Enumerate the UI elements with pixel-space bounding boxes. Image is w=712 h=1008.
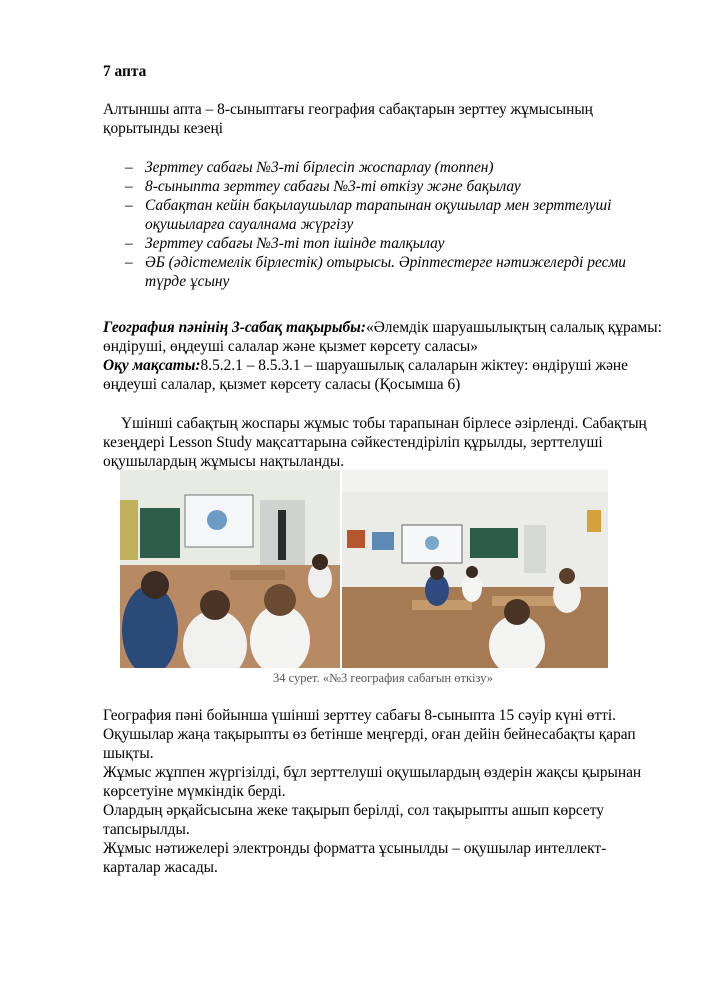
topic-label: География пәнінің 3-сабақ тақырыбы: <box>103 319 366 336</box>
classroom-photo-1 <box>120 470 340 668</box>
week-title: 7 апта <box>103 63 147 80</box>
lesson-topic-block <box>103 318 663 394</box>
topic-text: «Әлемдік шаруашылықтың салалық құрамы: өндіруші, өңдеуші салалар және қызмет көрсету саласы» <box>103 319 662 355</box>
list-item: – Зерттеу сабағы №3-ті топ ішінде талқылау <box>125 234 655 253</box>
outro-paragraph: Жұмыс жұппен жүргізілді, бұл зерттелуші оқушылардың өздерін жақсы қырынан көрсетуіне мүмкіндік берді. <box>103 764 642 800</box>
topic-paragraph <box>103 318 663 356</box>
classroom-photos <box>120 470 608 668</box>
outro-paragraph: Оқушылар жаңа тақырыпты өз бетінше меңгерді, оған дейін бейнесабақты қарап шықты. <box>103 726 636 762</box>
goal-paragraph <box>103 356 663 394</box>
outro-paragraph: Жұмыс нәтижелері электронды форматта ұсынылды – оқушылар интеллект-карталар жасады. <box>103 840 607 876</box>
outro-paragraph: География пәні бойынша үшінші зерттеу сабағы 8-сыныпта 15 сәуір күні өтті. <box>103 707 617 724</box>
goal-text: 8.5.2.1 – 8.5.3.1 – шаруашылық салаларын жіктеу: өндіруші және өңдеуші салалар, қызмет көрсету саласы (Қосымша 6) <box>103 357 628 393</box>
photo-caption: 34 сурет. «№3 география сабағын өткізу» <box>273 671 493 685</box>
goal-label: Оқу мақсаты: <box>103 357 201 374</box>
list-item: – ӘБ (әдістемелік бірлестік) отырысы. Әріптестерге нәтижелерді ресми түрде ұсыну <box>125 253 655 291</box>
task-list <box>125 158 655 291</box>
outro-block <box>103 706 663 877</box>
list-item: – Сабақтан кейін бақылаушылар тарапынан оқушылар мен зерттелуші оқушыларға сауалнама жүргізу <box>125 196 655 234</box>
intro-paragraph: Алтыншы апта – 8-сыныптағы география сабақтарын зерттеу жұмысының қорытынды кезеңі <box>103 101 593 137</box>
outro-paragraph: Олардың әрқайсысына жеке тақырып берілді, сол тақырыпты ашып көрсету тапсырылды. <box>103 802 604 838</box>
classroom-photo-2 <box>342 470 608 668</box>
list-item: – 8-сыныпта зерттеу сабағы №3-ті өткізу және бақылау <box>125 177 655 196</box>
plan-paragraph: Үшінші сабақтың жоспары жұмыс тобы тарапынан бірлесе әзірленді. Сабақтың кезеңдері Lesson Study мақсаттарына сәйкестендіріліп құрылды, зерттелуші оқушылардың жұмысы нақтыланды. <box>103 415 647 470</box>
list-item: – Зерттеу сабағы №3-ті бірлесіп жоспарлау (топпен) <box>125 158 655 177</box>
